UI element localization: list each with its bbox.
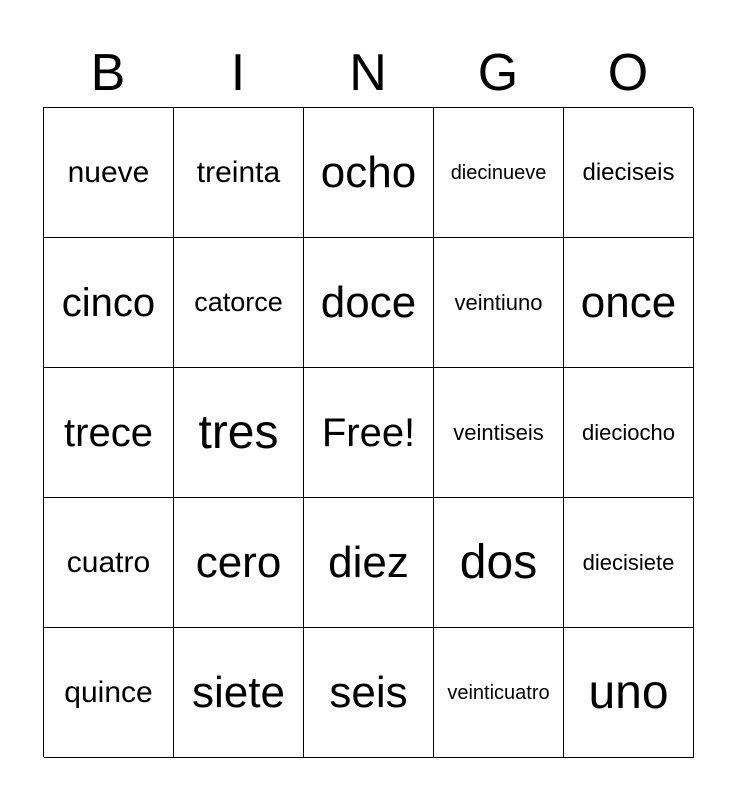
bingo-cell[interactable]: diecinueve <box>434 108 564 238</box>
bingo-cell[interactable]: tres <box>174 368 304 498</box>
bingo-cell[interactable]: dieciseis <box>564 108 694 238</box>
bingo-cell[interactable]: veintiseis <box>434 368 564 498</box>
header-letter-b: B <box>90 44 126 102</box>
bingo-cell[interactable]: cero <box>174 498 304 628</box>
bingo-cell[interactable]: dos <box>434 498 564 628</box>
bingo-cell[interactable]: veinticuatro <box>434 628 564 758</box>
header-letter-n: N <box>349 44 387 102</box>
bingo-cell[interactable]: treinta <box>174 108 304 238</box>
bingo-cell[interactable]: ocho <box>304 108 434 238</box>
bingo-cell[interactable]: seis <box>304 628 434 758</box>
bingo-cell[interactable]: cinco <box>44 238 174 368</box>
bingo-cell[interactable]: cuatro <box>44 498 174 628</box>
bingo-cell[interactable]: catorce <box>174 238 304 368</box>
bingo-header <box>43 40 693 106</box>
bingo-board <box>43 107 693 757</box>
bingo-cell[interactable]: once <box>564 238 694 368</box>
header-letter-g: G <box>477 44 519 102</box>
bingo-cell[interactable]: nueve <box>44 108 174 238</box>
bingo-cell[interactable]: veintiuno <box>434 238 564 368</box>
header-letter-i: I <box>230 44 246 102</box>
free-space-cell[interactable]: Free! <box>304 368 434 498</box>
bingo-cell[interactable]: diez <box>304 498 434 628</box>
bingo-cell[interactable]: uno <box>564 628 694 758</box>
header-letter-o: O <box>607 44 649 102</box>
bingo-cell[interactable]: siete <box>174 628 304 758</box>
bingo-cell[interactable]: doce <box>304 238 434 368</box>
bingo-cell[interactable]: quince <box>44 628 174 758</box>
bingo-cell[interactable]: diecisiete <box>564 498 694 628</box>
bingo-cell[interactable]: dieciocho <box>564 368 694 498</box>
bingo-cell[interactable]: trece <box>44 368 174 498</box>
